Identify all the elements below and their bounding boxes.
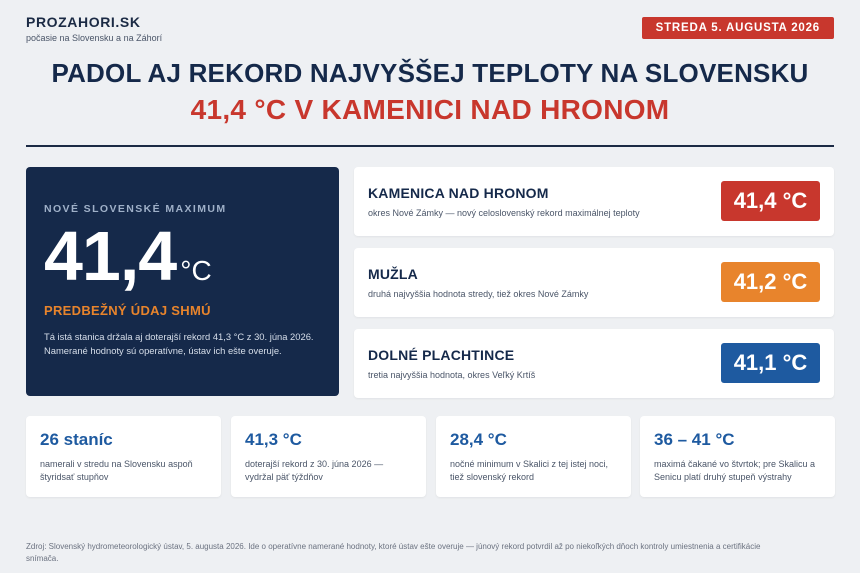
stat-description: namerali v stredu na Slovensku aspoň štyridsať stupňov (40, 459, 193, 483)
station-card-kamenica (354, 167, 834, 236)
stat-card-thursday-forecast (640, 416, 835, 497)
hero-value: 41,4 (44, 217, 177, 295)
stat-card-night-minimum (436, 416, 631, 497)
source-note: Zdroj: Slovenský hydrometeorologický ústav, 5. augusta 2026. Ide o operatívne namerané hodnoty, ktoré ústav ešte overuje — júnový rekord potvrdil až po niekoľkých dňoch kontroly umiestnenia a certifikácie snímača. (26, 542, 761, 563)
brand-name[interactable]: PROZAHORI.SK (26, 14, 141, 30)
stat-description: doterajší rekord z 30. júna 2026 — vydržal päť týždňov (245, 459, 384, 483)
station-name: MUŽLA (368, 266, 418, 282)
stat-value: 26 staníc (40, 430, 113, 449)
headline-title: PADOL AJ REKORD NAJVYŠŠEJ TEPLOTY NA SLOVENSKU (51, 58, 809, 88)
hero-unit: °C (180, 255, 212, 286)
station-card-muzla (354, 248, 834, 317)
stat-card-previous-record (231, 416, 426, 497)
station-description: okres Nové Zámky — nový celoslovenský rekord maximálnej teploty (368, 208, 640, 218)
station-card-dolne-plachtince (354, 329, 834, 398)
station-name: DOLNÉ PLACHTINCE (368, 347, 515, 363)
record-hero-card (26, 167, 339, 396)
station-name: KAMENICA NAD HRONOM (368, 185, 549, 201)
brand (26, 14, 162, 43)
hero-description (44, 330, 321, 358)
date-badge: STREDA 5. AUGUSTA 2026 (642, 17, 834, 39)
stat-value: 41,3 °C (245, 430, 302, 449)
stat-value: 28,4 °C (450, 430, 507, 449)
stat-description: maximá čakané vo štvrtok; pre Skalicu a Senicu platí druhý stupeň výstrahy (654, 459, 816, 483)
station-description: tretia najvyššia hodnota, okres Veľký Krtíš (368, 370, 536, 380)
hero-label: NOVÉ SLOVENSKÉ MAXIMUM (44, 203, 227, 215)
hero-note: PREDBEŽNÝ ÚDAJ SHMÚ (44, 303, 211, 318)
station-temperature-badge: 41,2 °C (721, 262, 820, 302)
divider (26, 145, 834, 147)
headline-subtitle: 41,4 °C V KAMENICI NAD HRONOM (190, 94, 670, 125)
station-description: druhá najvyššia hodnota stredy, tiež okres Nové Zámky (368, 289, 589, 299)
hero-value-row (44, 217, 321, 295)
brand-tagline: počasie na Slovensku a na Záhorí (26, 33, 163, 43)
hero-description-line: Namerané hodnoty sú operatívne, ústav ich ešte overuje. (44, 345, 282, 357)
station-temperature-badge: 41,4 °C (721, 181, 820, 221)
stat-card-stations (26, 416, 221, 497)
station-temperature-badge: 41,1 °C (721, 343, 820, 383)
stat-description: nočné minimum v Skalici z tej istej noci, tiež slovenský rekord (450, 459, 609, 483)
hero-description-line: Tá istá stanica držala aj doterajší rekord 41,3 °C z 30. júna 2026. (44, 331, 314, 342)
stat-value: 36 – 41 °C (654, 430, 735, 449)
